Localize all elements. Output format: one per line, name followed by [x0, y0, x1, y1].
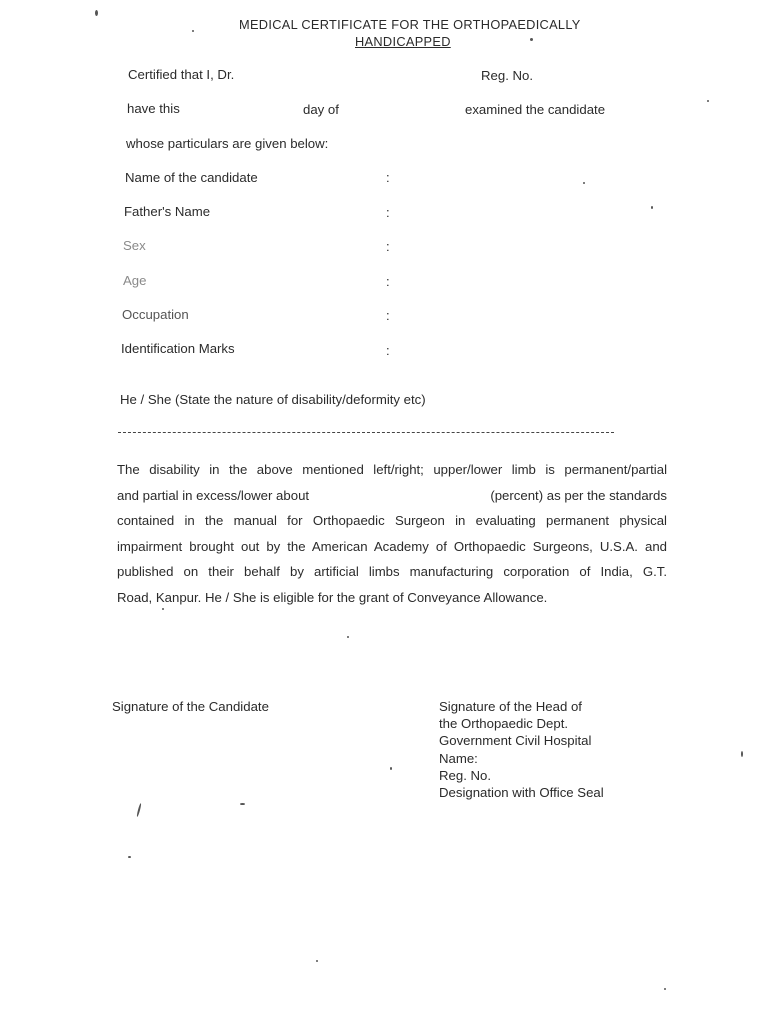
head-signature-line-5: Reg. No. — [439, 767, 492, 783]
scan-speck — [707, 100, 709, 102]
field-label-age: Age — [123, 273, 147, 288]
head-signature-line-2: the Orthopaedic Dept. — [439, 716, 569, 732]
scan-speck — [162, 608, 164, 610]
paragraph-line-6: Road, Kanpur. He / She is eligible for the grant of Conveyance Allowance. — [117, 589, 548, 605]
field-label-sex: Sex — [123, 238, 146, 253]
scan-speck — [128, 856, 131, 858]
scan-speck — [583, 182, 585, 184]
whose-text: whose particulars are given below: — [126, 136, 329, 151]
have-this-text: have this — [127, 101, 180, 116]
field-label-father: Father's Name — [124, 204, 211, 219]
examined-text: examined the candidate — [465, 102, 606, 117]
reg-no-label: Reg. No. — [481, 68, 534, 83]
certificate-subtitle: HANDICAPPED — [355, 34, 451, 49]
paragraph-line-2 — [117, 483, 667, 509]
field-sep-sex: : — [386, 239, 390, 254]
head-signature-line-3: Government Civil Hospital — [439, 733, 592, 749]
scan-speck — [741, 751, 743, 757]
disability-paragraph — [117, 457, 667, 611]
disability-fill-line — [118, 432, 614, 433]
field-label-occupation: Occupation — [122, 307, 189, 322]
paragraph-line-4: impairment brought out by the American Academy of Orthopaedic Surgeons, U.S.A. and — [117, 538, 667, 554]
paragraph-line-5: published on their behalf by artificial limbs manufacturing corporation of India, G.T. — [117, 564, 667, 580]
paragraph-line-2b: (percent) as per the standards — [490, 487, 667, 503]
day-of-text: day of — [303, 102, 339, 117]
disability-prompt: He / She (State the nature of disability/deformity etc) — [120, 392, 426, 407]
paragraph-line-3: contained in the manual for Orthopaedic Surgeon in evaluating permanent physical — [117, 513, 667, 529]
scan-speck — [664, 988, 666, 990]
head-signature-line-6: Designation with Office Seal — [439, 785, 604, 801]
head-signature-line-1: Signature of the Head of — [439, 699, 582, 714]
head-signature-line-4: Name: — [439, 750, 478, 766]
head-signature-block — [439, 698, 604, 801]
scan-speck — [240, 803, 245, 805]
scan-speck — [316, 960, 318, 962]
field-label-name: Name of the candidate — [125, 170, 258, 185]
scan-speck — [651, 206, 653, 209]
scan-speck — [390, 767, 392, 770]
field-sep-identification: : — [386, 343, 390, 358]
paragraph-line-2a: and partial in excess/lower about — [117, 487, 310, 503]
scan-speck — [95, 10, 98, 16]
certificate-title: MEDICAL CERTIFICATE FOR THE ORTHOPAEDICALLY — [239, 17, 581, 32]
paragraph-line-1: The disability in the above mentioned left/right; upper/lower limb is permanent/partial — [117, 462, 667, 477]
field-sep-occupation: : — [386, 308, 390, 323]
scan-speck — [530, 38, 533, 41]
field-sep-father: : — [386, 205, 390, 220]
candidate-signature-label: Signature of the Candidate — [112, 699, 269, 714]
field-sep-age: : — [386, 274, 390, 289]
field-label-identification: Identification Marks — [121, 341, 235, 356]
scan-speck — [347, 636, 349, 638]
scan-speck — [192, 30, 194, 32]
field-sep-name: : — [386, 170, 390, 185]
certified-text: Certified that I, Dr. — [128, 67, 235, 82]
scan-speck — [136, 803, 142, 817]
